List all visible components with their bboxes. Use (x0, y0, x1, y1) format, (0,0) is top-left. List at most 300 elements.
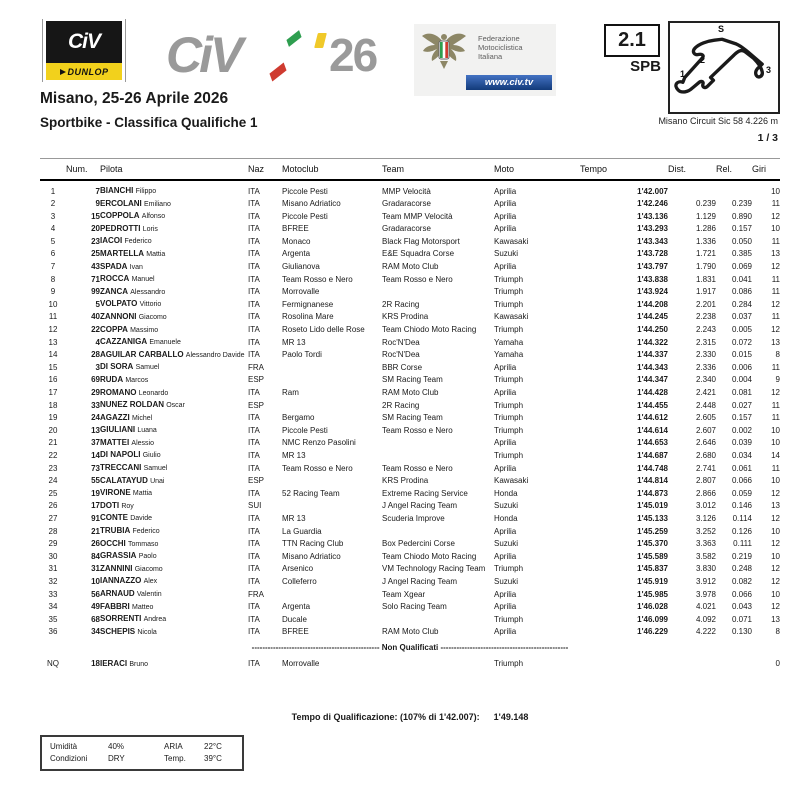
rider-nationality: ITA (248, 186, 260, 196)
rider-first-name: Alfonso (141, 213, 166, 221)
rider-bike: Kawasaki (494, 476, 529, 486)
gap-to-previous: 0.034 (731, 450, 752, 460)
rider-bike: Kawasaki (494, 312, 529, 322)
table-row (40, 324, 780, 337)
divider-dashes-left: ------------------------------------------------ (251, 643, 380, 653)
rider-team: KRS Prodina (382, 476, 429, 486)
rider-last-name: DI NAPOLI (100, 450, 141, 460)
air-label: ARIA (164, 742, 183, 751)
rider-team: 2R Racing (382, 299, 420, 309)
temp-value: 39°C (204, 754, 222, 763)
rider-number: 17 (91, 501, 100, 511)
rider-motoclub: Team Rosso e Nero (282, 274, 353, 284)
rider-number: 25 (91, 249, 100, 259)
rider-last-name: NUNEZ ROLDAN (100, 400, 164, 410)
gap-to-previous: 0.005 (731, 325, 752, 335)
table-row (40, 412, 780, 425)
rider-bike: Triumph (494, 659, 524, 669)
humidity-value: 40% (108, 742, 125, 751)
laps-count: 12 (771, 513, 780, 523)
rider-bike: Aprilia (494, 388, 517, 397)
rider-bike: Aprilia (494, 627, 517, 637)
rider-last-name: MARTELLA (100, 248, 144, 258)
rider-team: Team Xgear (382, 589, 426, 599)
rider-motoclub (282, 361, 382, 374)
fmi-eagle-icon (420, 29, 468, 73)
rider-first-name: Federico (124, 238, 152, 246)
weather-row-2 (50, 753, 236, 765)
rider-last-name: VIRONE (100, 488, 131, 498)
rider-team: J Angel Racing Team (382, 501, 458, 511)
rider-nationality: FRA (248, 362, 264, 372)
rider-number: 19 (91, 488, 100, 498)
row-position: 33 (48, 589, 58, 599)
rider-team: SM Racing Team (382, 413, 443, 423)
rider-nationality: ITA (248, 350, 260, 360)
gap-to-first: 2.607 (695, 425, 716, 435)
gap-to-previous: 0.071 (731, 614, 752, 624)
dunlop-arrow-icon (60, 69, 66, 75)
rider-last-name: ZANNINI (100, 563, 133, 573)
rider-first-name: Mattia (146, 250, 166, 258)
header-laps: Giri (752, 159, 780, 181)
table-row (40, 286, 780, 299)
rider-team: Team MMP Velocità (382, 211, 453, 221)
laps-count: 13 (771, 249, 780, 259)
rider-first-name: Alessandro Davide (185, 351, 245, 359)
lap-time: 1'43.797 (637, 262, 668, 272)
rider-team: BBR Corse (382, 362, 423, 372)
gap-to-previous: 0.072 (731, 337, 752, 347)
gap-to-first: 2.330 (695, 350, 716, 360)
rider-nationality: ITA (248, 325, 260, 335)
rider-nationality: ITA (248, 463, 260, 473)
laps-count: 12 (771, 488, 780, 498)
rider-bike: Suzuki (494, 539, 519, 549)
row-position: 3 (50, 211, 56, 221)
rider-motoclub: 52 Racing Team (282, 488, 340, 498)
rider-name (100, 626, 248, 639)
rider-name (100, 336, 248, 349)
header-bike: Moto (494, 159, 580, 181)
weather-box (40, 735, 244, 771)
rider-name (100, 311, 248, 324)
table-header-row (40, 159, 780, 181)
civ26-logo (166, 26, 386, 84)
rider-nationality: ITA (248, 224, 260, 234)
rider-first-name: Vittorio (139, 301, 162, 309)
laps-count: 10 (771, 476, 780, 486)
gap-to-first: 2.741 (695, 463, 716, 473)
rider-name (100, 424, 248, 437)
rider-last-name: VOLPATO (100, 299, 138, 309)
rider-motoclub: Piccole Pesti (282, 186, 328, 196)
gap-to-first: 4.021 (695, 602, 716, 612)
lap-time: 1'44.455 (637, 400, 668, 410)
table-row (40, 462, 780, 475)
row-position: 11 (48, 312, 58, 322)
rider-team: SM Racing Team (382, 375, 443, 385)
rider-last-name: FABBRI (100, 601, 130, 611)
gap-to-first: 3.363 (695, 539, 716, 549)
rider-name (100, 462, 248, 475)
rider-nationality: FRA (248, 589, 264, 599)
rider-last-name: ROMANO (100, 387, 137, 397)
rider-number: 7 (95, 186, 100, 196)
header-gap: Dist. (668, 159, 716, 181)
rider-last-name: CONTE (100, 513, 128, 523)
gap-to-first: 1.129 (695, 211, 716, 221)
rider-motoclub: MR 13 (282, 513, 306, 523)
laps-count: 12 (771, 576, 780, 586)
row-position: 2 (50, 199, 56, 209)
gap-to-first (668, 654, 716, 671)
gap-to-previous: 0.061 (731, 463, 752, 473)
rider-first-name: Giacomo (134, 565, 163, 573)
gap-to-previous: 0.043 (731, 602, 752, 612)
rider-nationality: ITA (248, 199, 260, 209)
gap-to-previous: 0.002 (731, 425, 752, 435)
laps-count: 11 (771, 287, 780, 297)
start-marker: S (718, 24, 725, 34)
table-row (40, 235, 780, 248)
laps-count: 12 (771, 211, 780, 221)
divider-dashes-right: ------------------------------------------------ (440, 643, 569, 653)
rider-number: 40 (91, 312, 100, 322)
rider-last-name: DI SORA (100, 362, 134, 372)
rider-number: 24 (91, 413, 100, 423)
table-row (40, 273, 780, 286)
rider-name (100, 286, 248, 299)
rider-motoclub: Fermignanese (282, 299, 334, 309)
rider-last-name: CALATAYUD (100, 475, 148, 485)
row-position: 10 (48, 299, 58, 309)
laps-count: 12 (771, 564, 780, 574)
table-row (40, 475, 780, 488)
laps-count: 11 (771, 463, 780, 473)
rider-number: 99 (91, 287, 100, 297)
row-position: 13 (48, 337, 58, 347)
rider-first-name: Samuel (143, 465, 168, 473)
rider-name (100, 261, 248, 274)
rider-motoclub: Ram (282, 388, 299, 397)
lap-time: 1'43.343 (637, 236, 668, 246)
rider-nationality: ITA (248, 564, 260, 574)
rider-team: Gradaracorse (382, 224, 431, 234)
gap-to-previous (716, 654, 752, 671)
table-row (40, 311, 780, 324)
gap-to-previous: 0.041 (731, 274, 752, 284)
rider-bike: Kawasaki (494, 236, 529, 246)
civ-logo-text: CiV (46, 21, 122, 63)
rider-number: 69 (91, 375, 100, 385)
gap-to-first: 3.978 (695, 589, 716, 599)
gap-to-first: 1.790 (695, 262, 716, 272)
rider-motoclub: Roseto Lido delle Rose (282, 325, 365, 335)
rider-number: 68 (91, 614, 100, 624)
rider-first-name: Michel (132, 414, 153, 422)
rider-number: 26 (91, 539, 100, 549)
rider-nationality: ESP (248, 375, 265, 385)
event-title: Misano, 25-26 Aprile 2026 (40, 90, 229, 107)
rider-first-name: Unai (150, 477, 165, 485)
gap-to-first: 2.680 (695, 450, 716, 460)
row-position: 25 (48, 488, 58, 498)
row-position: 7 (50, 262, 56, 272)
row-position: 26 (48, 501, 58, 511)
laps-count: 12 (771, 602, 780, 612)
gap-to-previous: 0.082 (731, 576, 752, 586)
row-position: 1 (50, 186, 56, 196)
row-position: 6 (50, 249, 56, 259)
header-interval: Rel. (716, 159, 752, 181)
rider-team: RAM Moto Club (382, 388, 439, 397)
rider-motoclub: BFREE (282, 224, 309, 234)
gap-to-previous: 0.006 (731, 362, 752, 372)
rider-nationality: ITA (248, 287, 260, 297)
rider-bike: Aprilia (494, 589, 517, 599)
rider-team: Extreme Racing Service (382, 488, 468, 498)
fmi-name-line3: Italiana (478, 52, 503, 61)
table-row (40, 512, 780, 525)
laps-count: 10 (771, 186, 780, 196)
lap-time: 1'44.428 (637, 388, 668, 397)
row-position: 21 (48, 438, 58, 448)
turn2-marker: 2 (700, 55, 706, 65)
lap-time: 1'43.728 (637, 249, 668, 259)
rider-name (100, 361, 248, 374)
rider-bike: Honda (494, 513, 518, 523)
rider-motoclub: Morrovalle (282, 659, 320, 669)
gap-to-previous: 0.157 (731, 224, 752, 234)
laps-count: 10 (771, 224, 780, 234)
row-position: 28 (48, 526, 58, 536)
rider-team: Scuderia Improve (382, 513, 445, 523)
lap-time: 1'46.229 (637, 627, 668, 637)
rider-nationality: ITA (248, 274, 260, 284)
row-position: 18 (48, 400, 58, 410)
rider-number: 5 (95, 299, 100, 309)
rider-number: 14 (91, 450, 100, 460)
rider-last-name: COPPOLA (100, 211, 140, 221)
rider-motoclub: Piccole Pesti (282, 211, 328, 221)
civ26-logo-text: CiV (166, 27, 241, 83)
rider-bike: Triumph (494, 274, 524, 284)
lap-time: 1'45.837 (637, 564, 668, 574)
rider-last-name: MATTEI (100, 437, 130, 447)
rider-name (100, 298, 248, 311)
lap-time: 1'45.589 (637, 551, 668, 561)
rider-nationality: ITA (248, 211, 260, 221)
header-motoclub: Motoclub (282, 159, 382, 181)
laps-count: 12 (771, 539, 780, 549)
rider-bike: Aprilia (494, 602, 517, 612)
circuit-track-icon (670, 23, 776, 109)
rider-number: 20 (91, 224, 100, 234)
laps-count: 10 (771, 551, 780, 561)
green-accent-icon (286, 30, 301, 47)
rider-team: J Angel Racing Team (382, 576, 458, 586)
lap-time: 1'44.614 (637, 425, 668, 435)
rider-nationality: ITA (248, 659, 260, 669)
rider-name (100, 248, 248, 261)
gap-to-previous: 0.086 (731, 287, 752, 297)
table-row (40, 538, 780, 551)
qualification-time-label: Tempo di Qualificazione: (107% di 1'42.007): (291, 712, 480, 722)
gap-to-previous: 0.050 (731, 236, 752, 246)
rider-number: 28 (91, 350, 100, 360)
table-row (40, 575, 780, 588)
gap-to-first: 3.012 (695, 501, 716, 511)
rider-team: Team Chiodo Moto Racing (382, 325, 477, 335)
lap-time: 1'44.245 (637, 312, 668, 322)
table-row (40, 500, 780, 513)
row-position: 31 (48, 564, 58, 574)
lap-time: 1'43.924 (637, 287, 668, 297)
rider-name (100, 588, 248, 601)
rider-team (382, 437, 494, 450)
rider-name (100, 550, 248, 563)
rider-name (100, 180, 248, 198)
gap-to-previous: 0.284 (731, 299, 752, 309)
rider-motoclub: TTN Racing Club (282, 539, 344, 549)
table-row (40, 399, 780, 412)
rider-motoclub: Bergamo (282, 413, 315, 423)
rider-last-name: COPPA (100, 324, 128, 334)
lap-time: 1'45.019 (637, 501, 668, 511)
rider-first-name: Mattia (132, 490, 152, 498)
gap-to-first: 3.126 (695, 513, 716, 523)
gap-to-first: 0.239 (695, 199, 716, 209)
rider-nationality: ESP (248, 476, 265, 486)
rider-bike: Triumph (494, 287, 524, 297)
rider-number: 13 (91, 425, 100, 435)
gap-to-first: 2.238 (695, 312, 716, 322)
row-position: 24 (48, 476, 58, 486)
rider-team: E&E Squadra Corse (382, 249, 455, 259)
lap-time: 1'44.337 (637, 350, 668, 360)
rider-last-name: BIANCHI (100, 186, 134, 195)
rider-last-name: OCCHI (100, 538, 126, 548)
rider-first-name: Marcos (125, 376, 149, 384)
row-position: 5 (50, 236, 56, 246)
table-row (40, 349, 780, 362)
gap-to-first: 1.831 (695, 274, 716, 284)
conditions-value: DRY (108, 754, 125, 763)
results-table (40, 158, 780, 671)
rider-bike: Triumph (494, 425, 524, 435)
lap-time: 1'44.612 (637, 413, 668, 423)
laps-count: 12 (771, 388, 780, 397)
rider-team (382, 525, 494, 538)
gap-to-previous: 0.111 (733, 539, 752, 549)
rider-last-name: AGAZZI (100, 412, 130, 422)
rider-team: Roc'N'Dea (382, 350, 420, 360)
table-row (40, 180, 780, 198)
lap-time: 1'46.028 (637, 602, 668, 612)
rider-name (100, 601, 248, 614)
rider-first-name: Valentin (136, 591, 162, 598)
rider-last-name: ARNAUD (100, 589, 135, 598)
row-position: 22 (48, 450, 58, 460)
circuit-caption: Misano Circuit Sic 58 4.226 m (658, 116, 778, 126)
row-position: 17 (48, 388, 58, 397)
rider-number: 9 (95, 199, 100, 209)
rider-motoclub: MR 13 (282, 450, 306, 460)
lap-time: 1'43.136 (637, 211, 668, 221)
rider-team: Team Rosso e Nero (382, 425, 453, 435)
gap-to-previous (716, 180, 752, 198)
rider-first-name: Filippo (135, 188, 157, 195)
table-row (40, 601, 780, 614)
rider-motoclub: Morrovalle (282, 287, 320, 297)
rider-number: 43 (91, 262, 100, 272)
gap-to-previous: 0.039 (731, 438, 752, 448)
fmi-name-line2: Motociclistica (478, 43, 523, 52)
laps-count: 11 (771, 413, 780, 423)
lap-time: 1'44.208 (637, 299, 668, 309)
rider-motoclub (282, 500, 382, 513)
rider-motoclub (282, 588, 382, 601)
rider-team: KRS Prodina (382, 312, 429, 322)
table-row (40, 223, 780, 236)
civ26-logo-year: 26 (329, 29, 377, 81)
rider-name (100, 412, 248, 425)
turn3-marker: 3 (766, 65, 772, 75)
laps-count: 11 (771, 312, 780, 322)
row-position: 9 (50, 287, 56, 297)
rider-bike: Aprilia (494, 211, 517, 221)
laps-count: 8 (775, 627, 780, 637)
rider-motoclub (282, 475, 382, 488)
qualification-time-value: 1'49.148 (493, 712, 529, 722)
lap-time: 1'45.133 (637, 513, 668, 523)
lap-time: 1'44.814 (637, 476, 668, 486)
gap-to-first: 4.222 (695, 627, 716, 637)
gap-to-first: 2.421 (695, 388, 716, 397)
rider-number: 55 (91, 476, 100, 486)
rider-nationality: ITA (248, 526, 260, 536)
rider-name (100, 349, 248, 362)
rider-nationality: ESP (248, 400, 265, 410)
rider-bike: Aprilia (494, 199, 517, 209)
rider-nationality: ITA (248, 450, 260, 460)
lap-time: 1'46.099 (637, 614, 668, 624)
rider-first-name: Paolo (138, 553, 157, 561)
gap-to-first: 2.243 (695, 325, 716, 335)
rider-bike: Aprilia (494, 224, 517, 234)
row-position: 23 (48, 463, 58, 473)
gap-to-previous: 0.157 (731, 413, 752, 423)
rider-number: 73 (91, 463, 100, 473)
rider-first-name: Bruno (129, 660, 149, 668)
lap-time: 1'44.343 (637, 362, 668, 372)
gap-to-first: 1.286 (695, 224, 716, 234)
gap-to-previous: 0.081 (731, 388, 752, 397)
rider-nationality: ITA (248, 614, 260, 624)
rider-first-name: Roy (121, 502, 134, 510)
laps-count: 11 (771, 199, 780, 209)
rider-team (382, 286, 494, 299)
row-position: 15 (48, 362, 58, 372)
rider-team: Solo Racing Team (382, 602, 447, 612)
rider-motoclub: BFREE (282, 627, 309, 637)
rider-team: Team Rosso e Nero (382, 463, 453, 473)
rider-name (100, 575, 248, 588)
table-row (40, 449, 780, 462)
rider-first-name: Emiliano (144, 200, 171, 208)
rider-last-name: IACOI (100, 236, 123, 246)
